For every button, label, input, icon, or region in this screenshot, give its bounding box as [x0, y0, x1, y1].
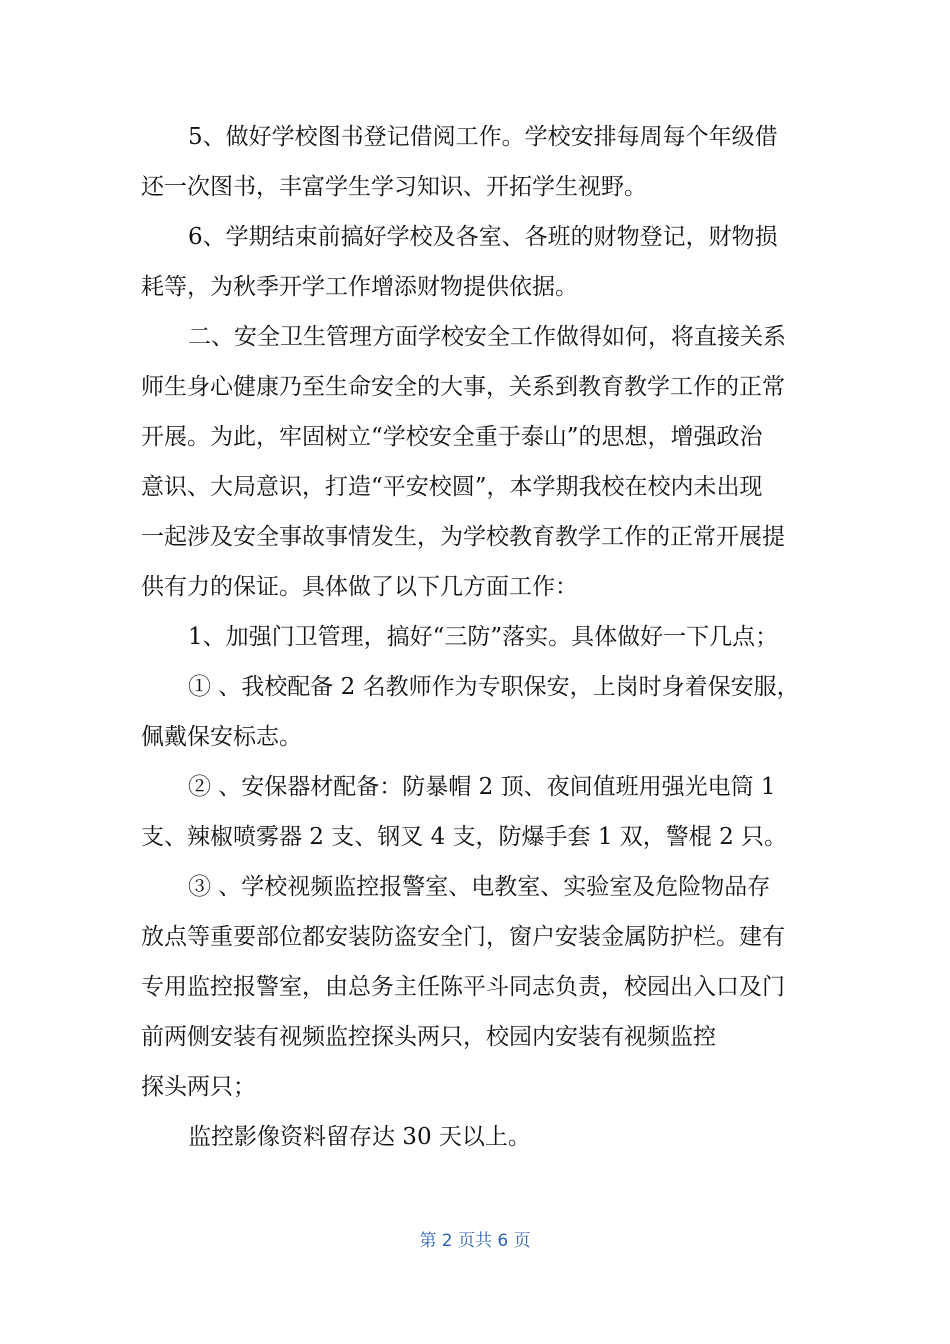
paragraph-line: 耗等，为秋季开学工作增添财物提供依据。 — [141, 274, 578, 300]
document-body — [141, 112, 803, 1162]
paragraph-line: ① 、我校配备 2 名教师作为专职保安，上岗时身着保安服， — [188, 674, 800, 700]
paragraph-line: 开展。为此，牢固树立“学校安全重于泰山”的思想，增强政治 — [141, 424, 763, 450]
paragraph-line: 还一次图书，丰富学生学习知识、开拓学生视野。 — [141, 174, 647, 200]
paragraph-line: 放点等重要部位都安装防盗安全门，窗户安装金属防护栏。建有 — [141, 924, 785, 950]
paragraph-line: 1、加强门卫管理，搞好“三防”落实。具体做好一下几点； — [188, 624, 779, 650]
paragraph-line: 前两侧安装有视频监控探头两只，校园内安装有视频监控 — [141, 1024, 716, 1050]
paragraph-line: 供有力的保证。具体做了以下几方面工作： — [141, 574, 578, 600]
paragraph-line: ③ 、学校视频监控报警室、电教室、实验室及危险物品存 — [188, 874, 771, 900]
paragraph-line: 5、做好学校图书登记借阅工作。学校安排每周每个年级借 — [188, 124, 778, 150]
paragraph-line: 二、安全卫生管理方面学校安全工作做得如何，将直接关系 — [188, 324, 786, 350]
paragraph-line: 6、学期结束前搞好学校及各室、各班的财物登记，财物损 — [188, 224, 778, 250]
page-number-footer: 第 2 页共 6 页 — [419, 1231, 531, 1251]
paragraph-line: 探头两只； — [141, 1074, 256, 1100]
paragraph-line: 监控影像资料留存达 30 天以上。 — [188, 1124, 531, 1150]
paragraph-line: 佩戴保安标志。 — [141, 724, 302, 750]
paragraph-line: 专用监控报警室，由总务主任陈平斗同志负责，校园出入口及门 — [141, 974, 785, 1000]
paragraph-line: 一起涉及安全事故事情发生，为学校教育教学工作的正常开展提 — [141, 524, 785, 550]
paragraph-line: 支、辣椒喷雾器 2 支、钢叉 4 支，防爆手套 1 双，警棍 2 只。 — [141, 824, 788, 850]
paragraph-line: 师生身心健康乃至生命安全的大事，关系到教育教学工作的正常 — [141, 374, 785, 400]
paragraph-line: ② 、安保器材配备：防暴帽 2 顶、夜间值班用强光电筒 1 — [188, 774, 776, 800]
paragraph-line: 意识、大局意识，打造“平安校圆”，本学期我校在校内未出现 — [141, 474, 763, 500]
